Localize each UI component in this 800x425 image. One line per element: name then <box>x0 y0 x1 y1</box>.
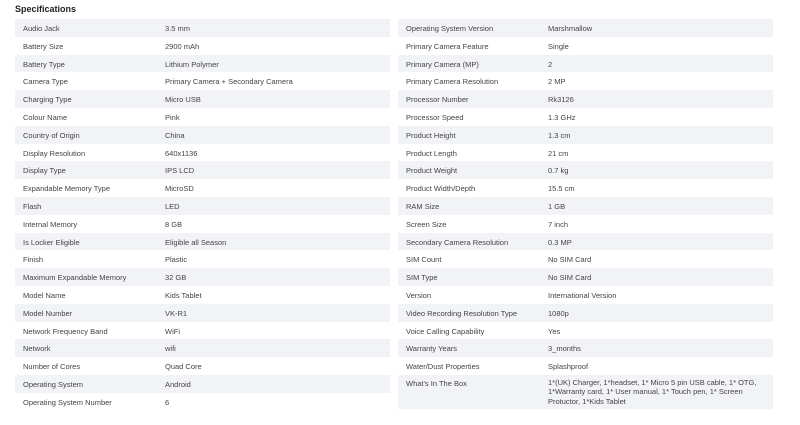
spec-key: What's In The Box <box>406 378 467 388</box>
spec-key: Primary Camera Resolution <box>406 77 499 87</box>
spec-value: Marshmallow <box>548 24 593 33</box>
spec-value: 15.5 cm <box>548 184 575 194</box>
section-title: Specifications <box>15 4 77 14</box>
spec-key: Model Name <box>23 290 66 300</box>
spec-value: 2 <box>548 59 553 69</box>
spec-row <box>398 375 773 409</box>
spec-key: Product Weight <box>406 166 458 176</box>
spec-row <box>398 268 773 286</box>
spec-row <box>398 179 773 197</box>
spec-row <box>398 90 773 108</box>
spec-key: Flash <box>23 201 42 211</box>
spec-key: Battery Size <box>23 41 64 51</box>
spec-row <box>15 72 390 90</box>
spec-row <box>15 233 390 251</box>
spec-key: Maximum Expandable Memory <box>23 273 127 283</box>
spec-key: Network Frequency Band <box>23 326 108 336</box>
spec-row <box>398 286 773 304</box>
spec-value: Plastic <box>165 255 188 265</box>
spec-key: Video Recording Resolution Type <box>406 308 518 318</box>
spec-row <box>15 250 390 268</box>
spec-key: Product Length <box>406 148 457 158</box>
spec-value: Pink <box>165 112 180 122</box>
spec-row <box>398 250 773 268</box>
spec-value: 1 GB <box>548 201 566 211</box>
spec-row <box>15 286 390 304</box>
spec-value: WiFi <box>165 326 180 336</box>
spec-row <box>398 108 773 126</box>
spec-value: No SIM Card <box>548 255 592 265</box>
spec-row <box>15 37 390 55</box>
spec-key: Secondary Camera Resolution <box>406 237 509 247</box>
spec-key: Voice Calling Capability <box>406 326 485 336</box>
spec-row <box>398 37 773 55</box>
spec-row <box>398 161 773 179</box>
spec-key: Product Height <box>406 130 456 140</box>
spec-key: SIM Type <box>406 273 438 283</box>
spec-key: RAM Size <box>406 201 440 211</box>
spec-row <box>15 55 390 73</box>
spec-key: Network <box>23 344 51 354</box>
spec-row <box>15 357 390 375</box>
spec-key: Processor Number <box>406 95 469 105</box>
spec-value: IPS LCD <box>165 166 195 176</box>
spec-key: Version <box>406 290 432 300</box>
spec-key: Primary Camera (MP) <box>406 59 479 69</box>
spec-table-right <box>398 19 773 409</box>
spec-value: MicroSD <box>165 184 194 194</box>
spec-value: 3.5 mm <box>165 24 191 33</box>
spec-value: No SIM Card <box>548 273 592 283</box>
spec-value: International Version <box>548 290 617 300</box>
spec-value: 7 inch <box>548 219 569 229</box>
spec-value: 1.3 cm <box>548 130 571 140</box>
spec-value: Kids Tablet <box>165 290 202 300</box>
spec-key: Expandable Memory Type <box>23 184 110 194</box>
spec-row <box>15 197 390 215</box>
spec-value: LED <box>165 201 180 211</box>
spec-row <box>398 357 773 375</box>
spec-value: 21 cm <box>548 148 569 158</box>
spec-key: Is Locker Eligible <box>23 237 80 247</box>
spec-value: Splashproof <box>548 362 589 372</box>
spec-value: 32 GB <box>165 273 187 283</box>
spec-value: wifi <box>165 344 176 354</box>
spec-value: Eligible all Season <box>165 237 227 247</box>
spec-row <box>398 72 773 90</box>
spec-row <box>15 161 390 179</box>
spec-row <box>15 322 390 340</box>
spec-row <box>15 375 390 393</box>
spec-value: Primary Camera + Secondary Camera <box>165 77 293 87</box>
spec-key: Country of Origin <box>23 130 80 140</box>
spec-value: 6 <box>165 397 170 407</box>
spec-value: Android <box>165 379 191 389</box>
spec-row <box>398 19 773 37</box>
spec-row <box>15 268 390 286</box>
spec-value: Quad Core <box>165 362 202 372</box>
spec-value: 0.3 MP <box>548 237 572 247</box>
spec-row <box>398 144 773 162</box>
spec-key: SIM Count <box>406 255 442 265</box>
spec-key: Finish <box>23 255 44 265</box>
spec-key: Charging Type <box>23 95 72 105</box>
spec-value: China <box>165 130 185 140</box>
spec-key: Battery Type <box>23 59 65 69</box>
spec-value: Rk3126 <box>548 95 574 105</box>
spec-row <box>398 233 773 251</box>
spec-key: Display Type <box>23 166 66 176</box>
spec-value: Lithium Polymer <box>165 59 219 69</box>
spec-row <box>15 393 390 411</box>
spec-key: Internal Memory <box>23 219 78 229</box>
spec-value: Micro USB <box>165 95 201 105</box>
spec-row <box>398 304 773 322</box>
spec-key: Number of Cores <box>23 362 81 372</box>
spec-key: Product Width/Depth <box>406 184 476 194</box>
spec-key: Water/Dust Properties <box>406 362 480 372</box>
spec-key: Display Resolution <box>23 148 86 158</box>
spec-row <box>15 144 390 162</box>
spec-row <box>398 126 773 144</box>
spec-row <box>15 215 390 233</box>
spec-value: VK-R1 <box>165 308 188 318</box>
spec-row <box>15 90 390 108</box>
spec-table-left <box>15 19 390 411</box>
spec-row <box>15 126 390 144</box>
spec-key: Warranty Years <box>406 344 457 354</box>
spec-value: 0.7 kg <box>548 166 569 176</box>
spec-value: 640x1136 <box>165 148 198 158</box>
spec-row <box>398 215 773 233</box>
spec-row <box>398 322 773 340</box>
spec-value: 2900 mAh <box>165 41 200 51</box>
spec-key: Model Number <box>23 308 73 318</box>
spec-value: 3_months <box>548 344 581 354</box>
spec-value: 2 MP <box>548 77 566 87</box>
spec-value: 8 GB <box>165 219 183 229</box>
spec-value: 1*(UK) Charger, 1*headset, 1* Micro 5 pin USB cable, 1* OTG, 1*Warranty card, 1* User manual, 1* Touch pen, 1* Screen Protuctor, 1*Kids Tablet <box>548 377 757 406</box>
spec-row <box>15 339 390 357</box>
spec-key: Operating System <box>23 379 84 389</box>
spec-row <box>398 197 773 215</box>
spec-key: Audio Jack <box>23 24 60 33</box>
spec-value: Yes <box>548 326 561 336</box>
spec-key: Operating System Version <box>406 24 494 33</box>
spec-key: Screen Size <box>406 219 447 229</box>
spec-row <box>15 179 390 197</box>
spec-key: Camera Type <box>23 77 68 87</box>
spec-value: 1080p <box>548 308 569 318</box>
spec-key: Primary Camera Feature <box>406 41 489 51</box>
spec-row <box>15 19 390 37</box>
spec-row <box>15 304 390 322</box>
spec-value: Single <box>548 41 569 51</box>
spec-key: Colour Name <box>23 112 68 122</box>
spec-key: Operating System Number <box>23 397 112 407</box>
spec-row <box>398 55 773 73</box>
spec-key: Processor Speed <box>406 112 464 122</box>
spec-value: 1.3 GHz <box>548 112 576 122</box>
spec-row <box>15 108 390 126</box>
spec-row <box>398 339 773 357</box>
